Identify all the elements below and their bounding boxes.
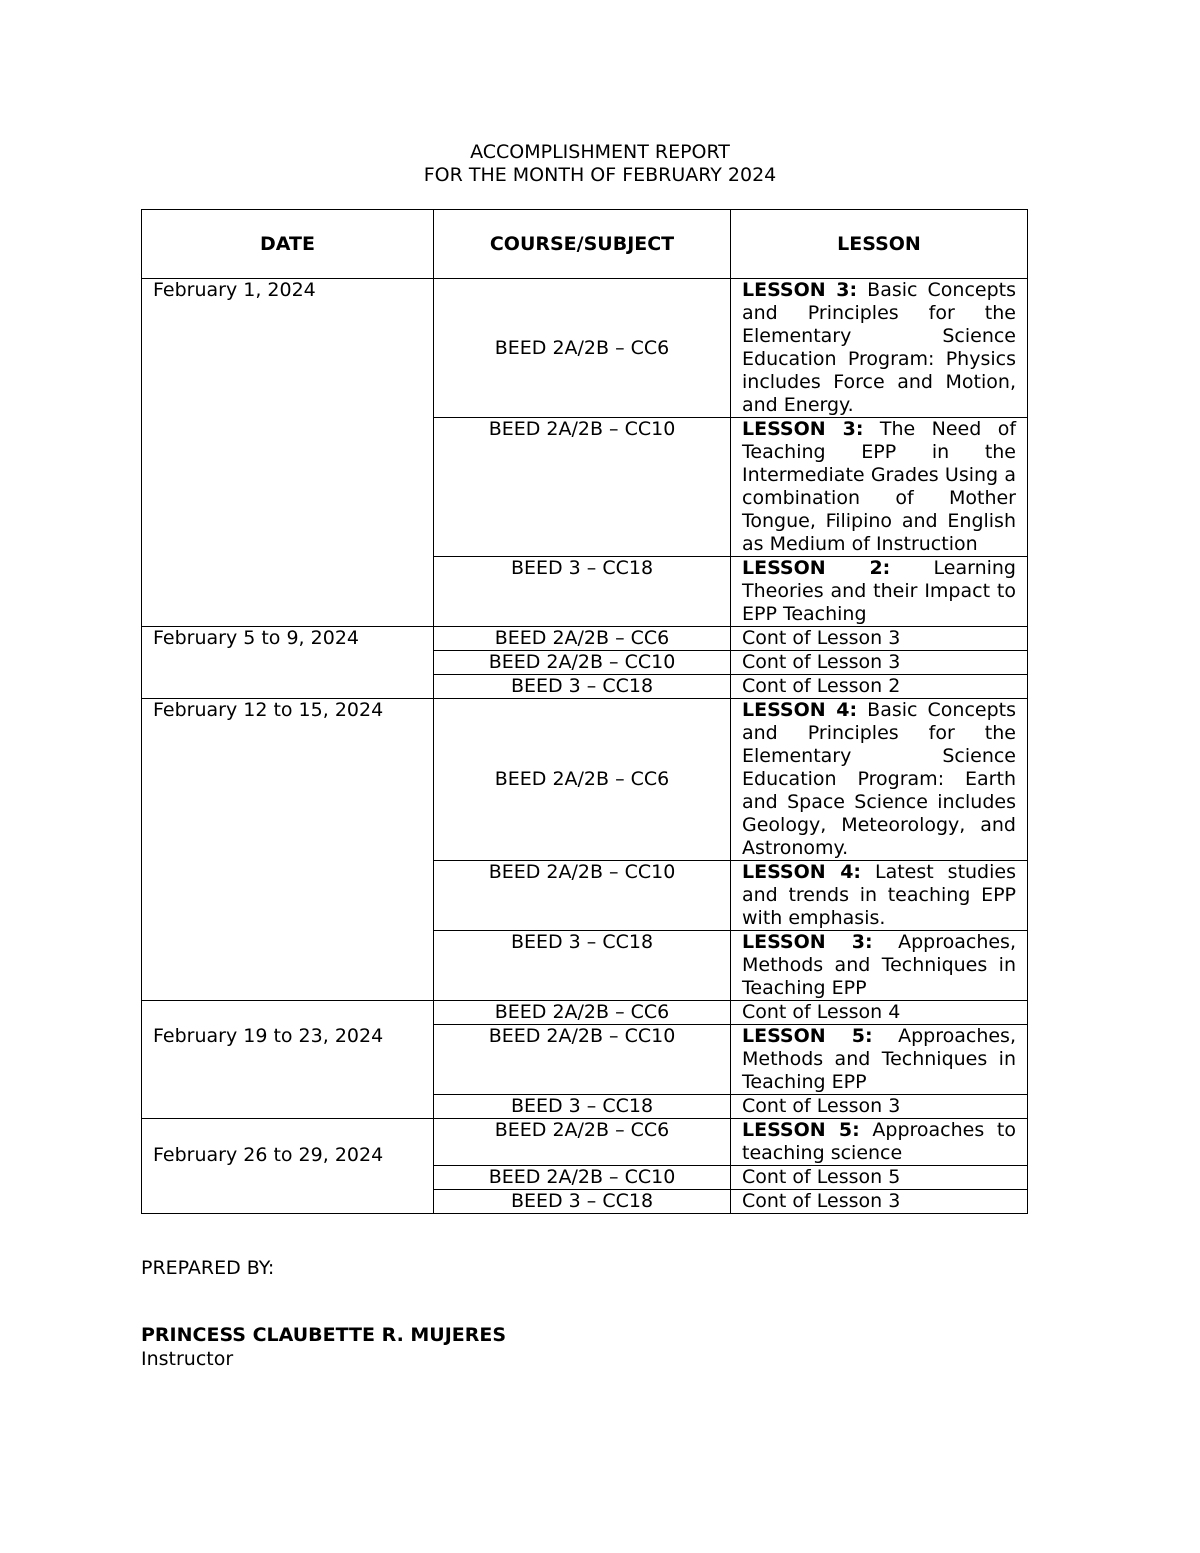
- lesson-cell: [731, 627, 1028, 651]
- table-row: [142, 699, 1028, 861]
- course-cell: BEED 3 – CC18: [434, 675, 731, 699]
- course-cell: BEED 3 – CC18: [434, 931, 731, 1001]
- date-cell: February 19 to 23, 2024: [142, 1001, 434, 1119]
- course-cell: BEED 2A/2B – CC6: [434, 699, 731, 861]
- report-title: [0, 141, 1200, 187]
- lesson-label: LESSON 4:: [742, 699, 858, 721]
- lesson-cell: [731, 651, 1028, 675]
- course-cell: BEED 2A/2B – CC6: [434, 1119, 731, 1166]
- lesson-text: Latest studies and trends in teaching EPP with emphasis.: [742, 861, 1016, 929]
- lesson-text: Cont of Lesson 5: [742, 1166, 901, 1188]
- prepared-by-label: PREPARED BY:: [141, 1257, 275, 1279]
- course-cell: BEED 3 – CC18: [434, 557, 731, 627]
- date-cell: February 12 to 15, 2024: [142, 699, 434, 1001]
- lesson-cell: [731, 1001, 1028, 1025]
- course-cell: BEED 3 – CC18: [434, 1095, 731, 1119]
- table-header-row: [142, 210, 1028, 279]
- lesson-text: Approaches to teaching science: [742, 1119, 1016, 1164]
- lesson-text: Approaches, Methods and Techniques in Teaching EPP: [742, 1025, 1016, 1093]
- lesson-text: Cont of Lesson 3: [742, 651, 901, 673]
- course-cell: BEED 2A/2B – CC10: [434, 418, 731, 557]
- lesson-text: Cont of Lesson 3: [742, 1095, 901, 1117]
- table-row: [142, 1001, 1028, 1025]
- table-row: [142, 1119, 1028, 1166]
- lesson-cell: [731, 279, 1028, 418]
- lesson-text: Cont of Lesson 3: [742, 627, 901, 649]
- course-cell: BEED 2A/2B – CC6: [434, 1001, 731, 1025]
- lesson-text: The Need of Teaching EPP in the Intermediate Grades Using a combination of Mother Tongue, Filipino and English as Medium of Instruction: [742, 418, 1017, 555]
- lesson-text: Basic Concepts and Principles for the Elementary Science Education Program: Physics includes Force and Motion, and Energy.: [742, 279, 1016, 416]
- lesson-cell: [731, 557, 1028, 627]
- lesson-cell: [731, 931, 1028, 1001]
- title-line-1: ACCOMPLISHMENT REPORT: [470, 141, 730, 163]
- lesson-text: Cont of Lesson 4: [742, 1001, 901, 1023]
- lesson-cell: [731, 1095, 1028, 1119]
- course-cell: BEED 2A/2B – CC10: [434, 651, 731, 675]
- course-cell: BEED 2A/2B – CC10: [434, 1025, 731, 1095]
- accomplishment-table: [141, 209, 1028, 1214]
- header-date: DATE: [142, 210, 434, 279]
- lesson-cell: [731, 1025, 1028, 1095]
- course-cell: BEED 2A/2B – CC10: [434, 1166, 731, 1190]
- signer-position: Instructor: [141, 1348, 234, 1370]
- course-cell: BEED 2A/2B – CC6: [434, 279, 731, 418]
- lesson-text: Basic Concepts and Principles for the Elementary Science Education Program: Earth and Space Science includes Geology, Meteorology, and Astronomy.: [742, 699, 1016, 859]
- header-course: COURSE/SUBJECT: [434, 210, 731, 279]
- course-cell: BEED 2A/2B – CC10: [434, 861, 731, 931]
- lesson-label: LESSON 2:: [742, 557, 891, 579]
- lesson-text: Learning Theories and their Impact to EPP Teaching: [742, 557, 1016, 625]
- lesson-cell: [731, 1166, 1028, 1190]
- course-cell: BEED 3 – CC18: [434, 1190, 731, 1214]
- title-line-2: FOR THE MONTH OF FEBRUARY 2024: [423, 164, 777, 186]
- lesson-cell: [731, 699, 1028, 861]
- lesson-label: LESSON 5:: [742, 1025, 873, 1047]
- date-cell: February 5 to 9, 2024: [142, 627, 434, 699]
- date-cell: February 1, 2024: [142, 279, 434, 627]
- date-cell: February 26 to 29, 2024: [142, 1119, 434, 1214]
- header-lesson: LESSON: [731, 210, 1028, 279]
- lesson-label: LESSON 3:: [742, 931, 873, 953]
- lesson-cell: [731, 675, 1028, 699]
- lesson-cell: [731, 1190, 1028, 1214]
- lesson-text: Approaches, Methods and Techniques in Teaching EPP: [742, 931, 1016, 999]
- lesson-text: Cont of Lesson 2: [742, 675, 901, 697]
- course-cell: BEED 2A/2B – CC6: [434, 627, 731, 651]
- table-row: [142, 627, 1028, 651]
- lesson-cell: [731, 418, 1028, 557]
- lesson-label: LESSON 3:: [742, 279, 858, 301]
- lesson-label: LESSON 4:: [742, 861, 862, 883]
- lesson-label: LESSON 3:: [742, 418, 864, 440]
- lesson-label: LESSON 5:: [742, 1119, 860, 1141]
- lesson-text: Cont of Lesson 3: [742, 1190, 901, 1212]
- signer-name: PRINCESS CLAUBETTE R. MUJERES: [141, 1324, 507, 1346]
- table-row: [142, 279, 1028, 418]
- lesson-cell: [731, 1119, 1028, 1166]
- lesson-cell: [731, 861, 1028, 931]
